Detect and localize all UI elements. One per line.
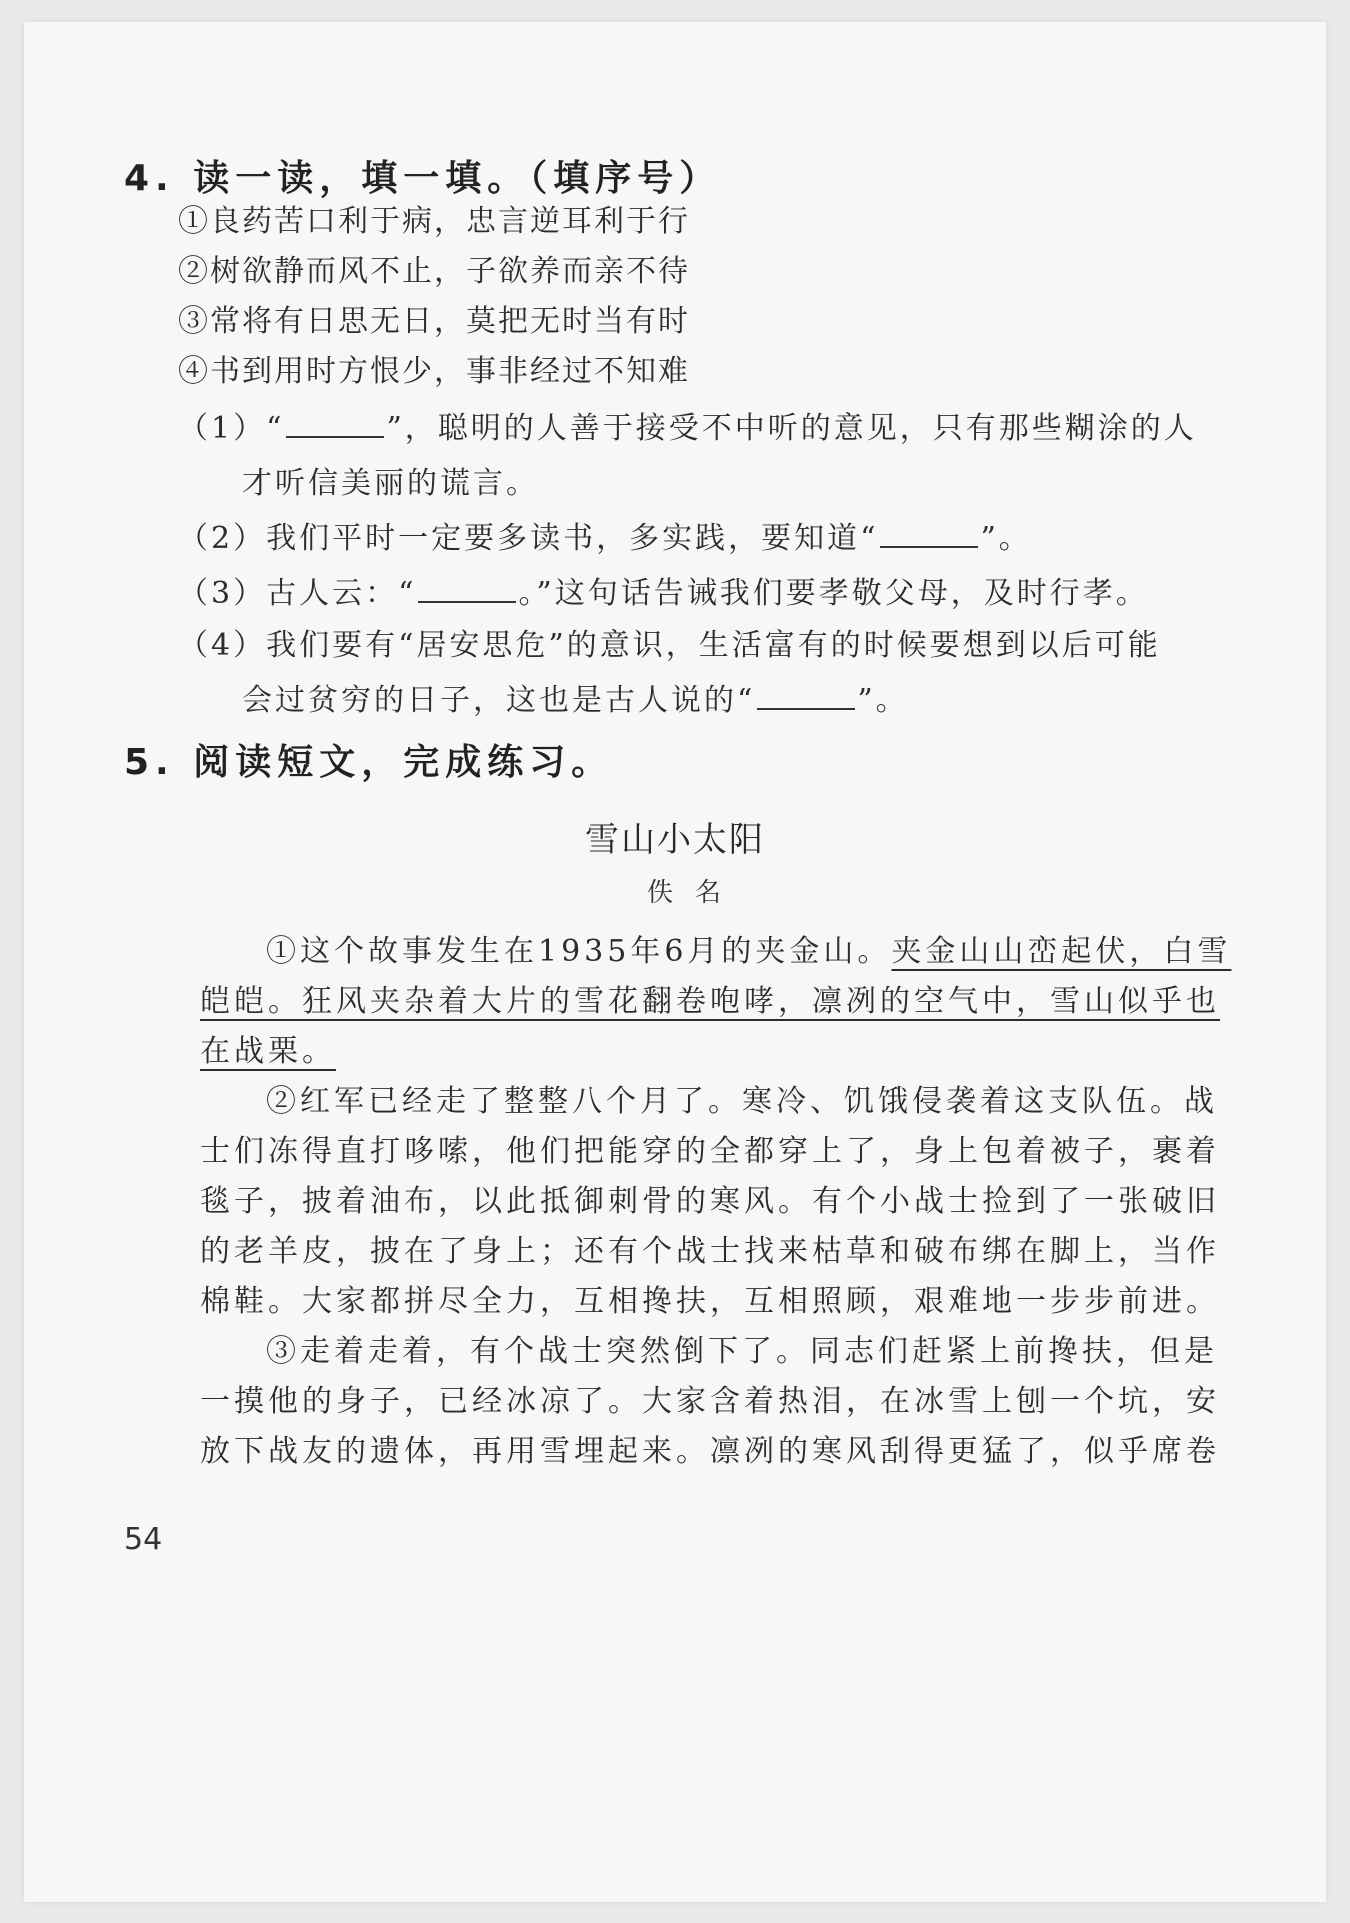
- answer-blank-4[interactable]: [757, 682, 855, 710]
- paragraph-2-line-3: 毯子，披着油布，以此抵御刺骨的寒风。有个小战士捡到了一张破旧: [200, 1184, 1220, 1219]
- story-author: 佚名: [646, 878, 743, 908]
- question-4-title: 4. 读一读，填一填。（填序号）: [124, 158, 722, 199]
- paragraph-3-line-1: ③走着走着，有个战士突然倒下了。同志们赶紧上前搀扶，但是: [266, 1334, 1218, 1369]
- underlined-sentence: 皑皑。狂风夹杂着大片的雪花翻卷咆哮，凛冽的空气中，雪山似乎也: [200, 984, 1220, 1019]
- paragraph-1-lead: ①这个故事发生在1935年6月的夹金山。: [266, 934, 892, 969]
- answer-blank-1[interactable]: [286, 410, 384, 438]
- sub-question-3-pre: （3）古人云：“: [178, 576, 417, 611]
- sub-question-1-post: ”，聪明的人善于接受不中听的意见，只有那些糊涂的人: [386, 411, 1197, 446]
- paragraph-3-line-2: 一摸他的身子，已经冰凉了。大家含着热泪，在冰雪上刨一个坑，安: [200, 1384, 1220, 1419]
- paragraph-2-line-1: ②红军已经走了整整八个月了。寒冷、饥饿侵袭着这支队伍。战: [266, 1084, 1218, 1119]
- sub-question-3: [178, 574, 1149, 614]
- sub-question-1-continued: 才听信美丽的谎言。: [242, 466, 539, 501]
- paragraph-1-line-2: [200, 982, 1222, 1022]
- page-number: 54: [124, 1522, 163, 1557]
- sub-question-1: [178, 409, 1197, 449]
- option-4: ④书到用时方恨少，事非经过不知难: [178, 354, 690, 389]
- paragraph-2-line-5: 棉鞋。大家都拼尽全力，互相搀扶，互相照顾，艰难地一步步前进。: [200, 1284, 1220, 1319]
- sub-question-4-continued: [242, 681, 909, 721]
- sub-question-2: [178, 519, 1032, 559]
- paragraph-2-line-4: 的老羊皮，披在了身上；还有个战士找来枯草和破布绑在脚上，当作: [200, 1234, 1220, 1269]
- sub-question-2-pre: （2）我们平时一定要多读书，多实践，要知道“: [178, 521, 879, 556]
- sub-question-4: （4）我们要有“居安思危”的意识，生活富有的时候要想到以后可能: [178, 628, 1161, 663]
- option-3: ③常将有日思无日，莫把无时当有时: [178, 304, 690, 339]
- sub-question-3-post: 。”这句话告诫我们要孝敬父母，及时行孝。: [518, 576, 1149, 611]
- sub-question-1-pre: （1）“: [178, 411, 285, 446]
- answer-blank-2[interactable]: [880, 520, 978, 548]
- question-5-title: 5. 阅读短文，完成练习。: [124, 742, 614, 783]
- paragraph-2-line-2: 士们冻得直打哆嗦，他们把能穿的全都穿上了，身上包着被子，裹着: [200, 1134, 1220, 1169]
- underlined-sentence: 夹金山山峦起伏，白雪: [891, 934, 1232, 969]
- sub-question-4-cont-pre: 会过贫穷的日子，这也是古人说的“: [242, 683, 756, 718]
- sub-question-2-post: ”。: [980, 521, 1032, 556]
- paragraph-1-line-1: [266, 932, 1232, 972]
- option-2: ②树欲静而风不止，子欲养而亲不待: [178, 254, 690, 289]
- answer-blank-3[interactable]: [418, 575, 516, 603]
- paragraph-3-line-3: 放下战友的遗体，再用雪埋起来。凛冽的寒风刮得更猛了，似乎席卷: [200, 1434, 1220, 1469]
- story-title: 雪山小太阳: [585, 820, 765, 860]
- option-1: ①良药苦口利于病，忠言逆耳利于行: [178, 204, 690, 239]
- workbook-page: [24, 22, 1326, 1902]
- sub-question-4-cont-post: ”。: [857, 683, 909, 718]
- paragraph-1-line-3: [200, 1032, 1222, 1072]
- underlined-sentence: 在战栗。: [200, 1034, 336, 1069]
